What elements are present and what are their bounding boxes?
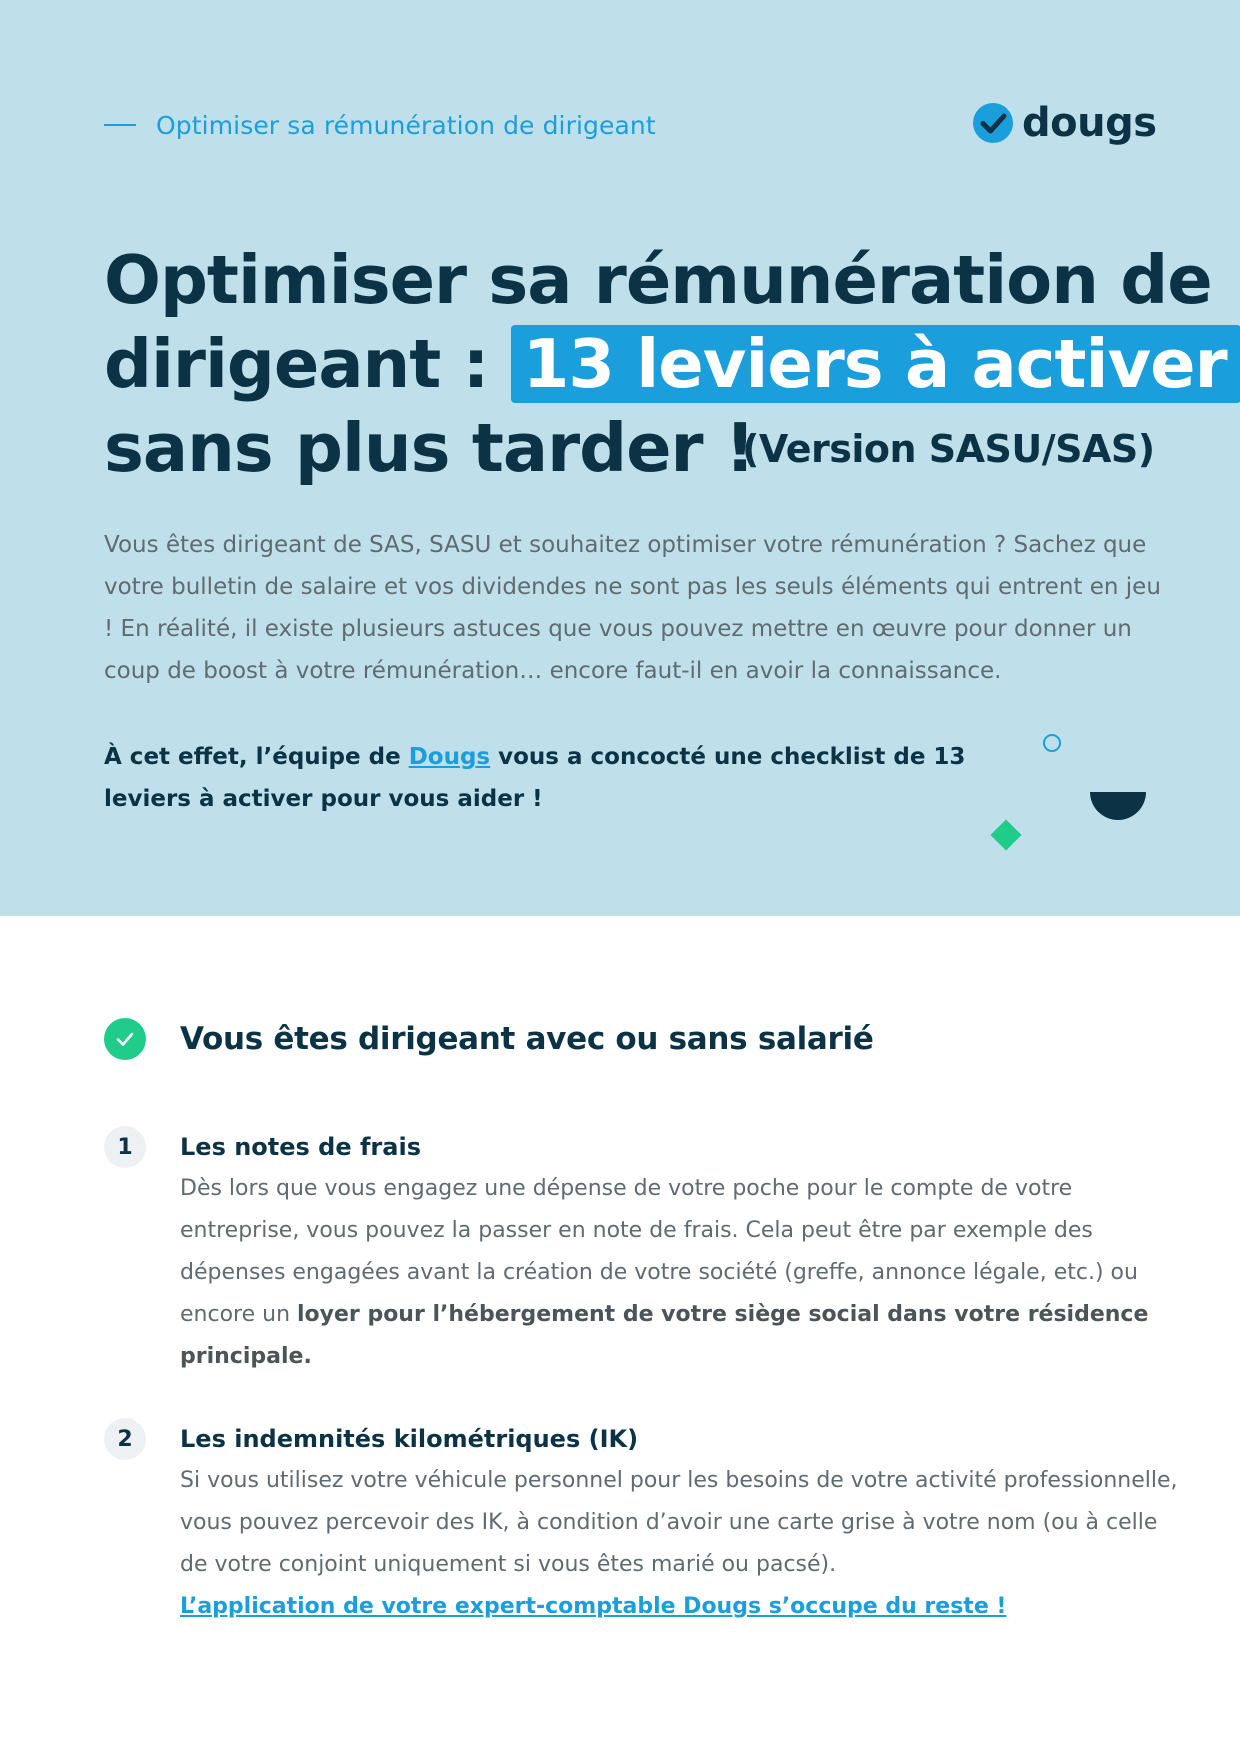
item-body: [180, 1418, 1180, 1628]
item-text-regular: Dès lors que vous engagez une dépense de votre poche pour le compte de votre entreprise, vous pouvez la passer en note de frais. Cela peut être par exemple des dépenses engagées avant la création de votre société (greffe, annonce légale, etc.) ou encore un: [180, 1176, 1138, 1327]
dougs-app-link[interactable]: L’application de votre expert-comptable Dougs s’occupe du reste !: [180, 1594, 1007, 1619]
title-line-2: [104, 322, 1227, 406]
document-kicker: [104, 108, 656, 142]
item-title: Les indemnités kilométriques (IK): [180, 1425, 639, 1453]
item-text-bold: loyer pour l’hébergement de votre siège social dans votre résidence principale.: [180, 1302, 1149, 1369]
kicker-text: Optimiser sa rémunération de dirigeant: [156, 110, 656, 140]
title-line-2-plain: dirigeant :: [104, 325, 511, 403]
check-badge-icon: [972, 102, 1014, 144]
title-line-3: sans plus tarder !: [104, 409, 755, 487]
green-check-icon: [104, 1018, 146, 1060]
item-title: Les notes de frais: [180, 1133, 421, 1161]
kicker-dash: [104, 124, 136, 126]
callout-before: À cet effet, l’équipe de: [104, 744, 409, 770]
intro-paragraph: Vous êtes dirigeant de SAS, SASU et souhaitez optimiser votre rémunération ? Sachez que votre bulletin de salaire et vos dividendes ne sont pas les seuls éléments qui entrent en jeu ! En réalité, il existe plusieurs astuces que vous pouvez mettre en œuvre pour donner un coup de boost à votre rémunération… encore faut-il en avoir la connaissance.: [104, 532, 1161, 684]
logo-text: dougs: [1022, 100, 1157, 146]
dougs-link[interactable]: Dougs: [408, 744, 491, 770]
callout-paragraph: [104, 736, 1004, 820]
dougs-logo: [972, 100, 1157, 146]
page-title: [104, 238, 1227, 490]
item-body: [180, 1126, 1180, 1378]
title-line-1: Optimiser sa rémunération de: [104, 241, 1212, 319]
item-text: [180, 1168, 1180, 1378]
decorative-diamond-icon: [990, 819, 1021, 850]
item-text: Si vous utilisez votre véhicule personnel pour les besoins de votre activité professionnelle, vous pouvez percevoir des IK, à condition d’avoir une carte grise à votre nom (ou à celle de votre conjoint uniquement si vous êtes marié ou pacsé).: [180, 1468, 1178, 1577]
section-title: Vous êtes dirigeant avec ou sans salarié: [180, 1021, 874, 1057]
section-header: [104, 1018, 874, 1060]
version-label: (Version SASU/SAS): [742, 427, 1155, 471]
item-number-badge: 2: [104, 1418, 146, 1460]
decorative-half-circle-icon: [1090, 792, 1146, 820]
item-number-badge: 1: [104, 1126, 146, 1168]
checkmark-icon: [114, 1028, 136, 1050]
callout-after: vous a concocté une checklist de 13 leviers à activer pour vous aider !: [104, 744, 966, 812]
decorative-circle-icon: [1043, 734, 1061, 752]
title-highlight: 13 leviers à activer: [511, 325, 1240, 403]
